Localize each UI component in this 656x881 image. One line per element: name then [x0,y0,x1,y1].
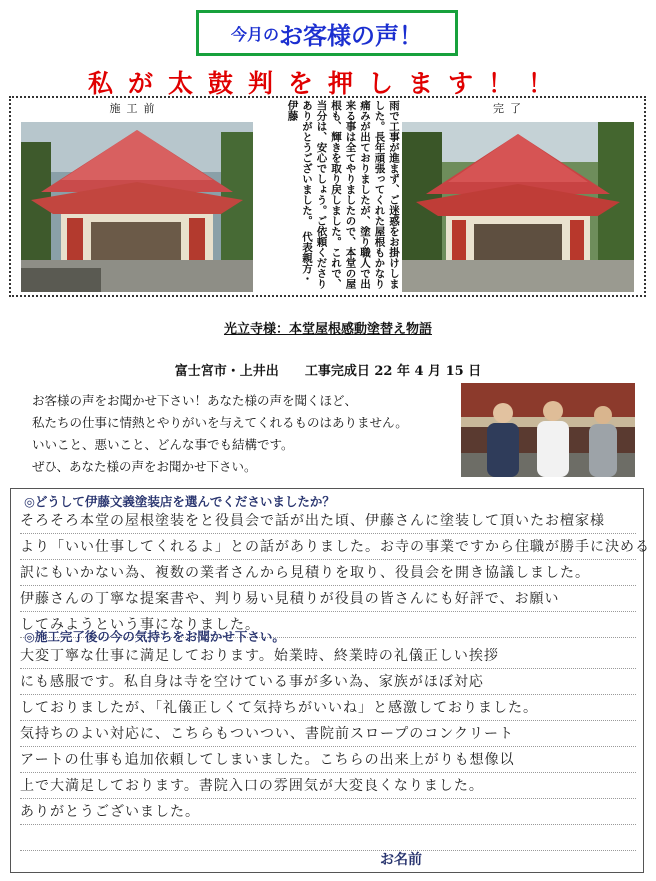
intro-line: ぜひ、あなた様の声をお聞かせ下さい。 [32,459,257,474]
answer-line: そろそろ本堂の屋根塗装をと役員会で話が出た頃、伊藤さんに塗装して頂いたお檀家様 [20,508,636,534]
title-small-text: 今月の [230,24,279,44]
answer-line: してみようという事になりました。 [20,612,636,638]
answer-line: 大変丁寧な仕事に満足しております。始業時、終業時の礼儀正しい挨拶 [20,643,636,669]
before-photo-label: 施工前 [109,102,161,115]
headline: 私が太鼓判を押します！！ [87,69,568,98]
story-title: 光立寺様：本堂屋根感動塗替え物語 [223,322,432,337]
intro-message [32,390,472,478]
after-temple-photo [402,122,634,292]
question-why-chosen: ◎どうして伊藤文義塗装店を選んでくださいましたか？ [24,494,335,509]
location-text: 富士宮市・上井出 [174,364,279,379]
blank-line [20,825,636,851]
answer-line: 伊藤さんの丁寧な提案書や、判り易い見積りが役員の皆さんにも好評で、お願い [20,586,636,612]
answer-line: 気持ちのよい対応に、こちらもついつい、書院前スロープのコンクリート [20,721,636,747]
location-completion-line [0,360,656,379]
answer-line: しておりましたが、「礼儀正しくて気持ちがいいね」と感激しておりました。 [20,695,636,721]
staff-group-photo [461,383,635,477]
title-frame [196,10,458,56]
answer-line: にも感服です。私自身は寺を空けている事が多い為、家族がほぼ対応 [20,669,636,695]
before-temple-photo [21,122,253,292]
answer-line: アートの仕事も追加依頼してしまいました。こちらの出来上がりも想像以 [20,747,636,773]
question-feelings: ◎施工完了後の今の気持ちをお聞かせ下さい。 [24,629,285,644]
customer-name-label: お名前 [380,852,422,868]
after-photo-label: 完了 [493,102,527,115]
title-main-text: お客様の声！ [279,20,423,50]
intro-line: いいこと、悪いこと、どんな事でも結構です。 [32,437,294,452]
craftsman-message: 雨で工事が進まず、ご迷惑をお掛けしました。長年頑張ってくれた屋根もかなり痛みが出ておりましたが、塗り職人で出来る事は全てやりましたので、本堂の屋根も、輝きを取り戻しました。これで、当分は、安心でしょう。ご依頼くださりありがとうございました。 代表親方・伊藤 [286,100,400,289]
intro-line: 私たちの仕事に情熱とやりがいを与えてくれるものはありません。 [32,415,408,430]
intro-line: お客様の声をお聞かせ下さい！あなた様の声を聞くほど、 [32,393,358,408]
completion-date-text: 工事完成日 22 年 4 月 15 日 [304,364,482,379]
answer-why-chosen [20,508,650,638]
answer-line: ありがとうございました。 [20,799,636,825]
answer-feelings [20,643,636,851]
answer-line: より「いい仕事してくれるよ」との話がありました。お寺の事業ですから住職が勝手に決める [20,534,636,560]
answer-line: 上で大満足しております。書院入口の雰囲気が大変良くなりました。 [20,773,636,799]
answer-line: 訳にもいかない為、複数の業者さんから見積りを取り、役員会を開き協議しました。 [20,560,636,586]
